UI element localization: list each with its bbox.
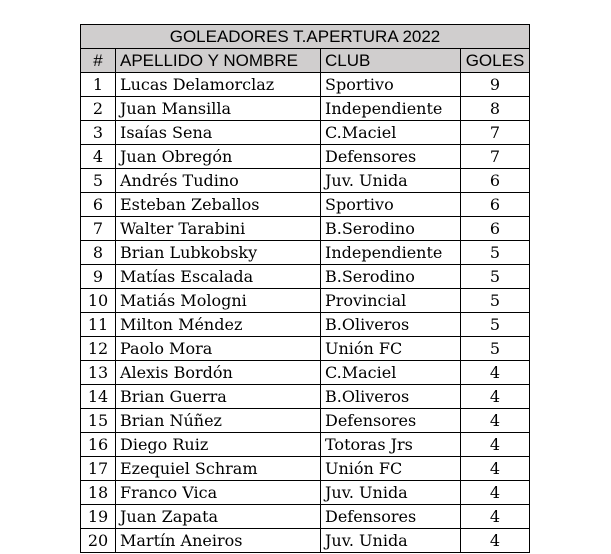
table-row <box>81 337 530 361</box>
table-row <box>81 433 530 457</box>
row-number: 6 <box>81 193 116 217</box>
row-number: 8 <box>81 241 116 265</box>
table-row <box>81 193 530 217</box>
goals-count: 5 <box>461 313 530 337</box>
row-number: 12 <box>81 337 116 361</box>
goals-count: 6 <box>461 193 530 217</box>
player-name: Andrés Tudino <box>116 169 321 193</box>
row-number: 14 <box>81 385 116 409</box>
player-name: Milton Méndez <box>116 313 321 337</box>
row-number: 16 <box>81 433 116 457</box>
row-number: 2 <box>81 97 116 121</box>
table-body <box>81 73 530 553</box>
row-number: 3 <box>81 121 116 145</box>
goals-count: 8 <box>461 97 530 121</box>
club-name: Juv. Unida <box>321 481 461 505</box>
row-number: 13 <box>81 361 116 385</box>
player-name: Matías Escalada <box>116 265 321 289</box>
row-number: 7 <box>81 217 116 241</box>
club-name: Sportivo <box>321 193 461 217</box>
club-name: Juv. Unida <box>321 169 461 193</box>
club-name: Juv. Unida <box>321 529 461 553</box>
row-number: 10 <box>81 289 116 313</box>
table-row <box>81 265 530 289</box>
scorers-table <box>80 24 530 553</box>
goals-count: 7 <box>461 121 530 145</box>
goals-count: 5 <box>461 289 530 313</box>
row-number: 5 <box>81 169 116 193</box>
goals-count: 5 <box>461 265 530 289</box>
player-name: Isaías Sena <box>116 121 321 145</box>
header-goals: GOLES <box>461 49 530 73</box>
goals-count: 5 <box>461 337 530 361</box>
table-row <box>81 289 530 313</box>
header-name: APELLIDO Y NOMBRE <box>116 49 321 73</box>
table-row <box>81 385 530 409</box>
club-name: C.Maciel <box>321 121 461 145</box>
table-row <box>81 313 530 337</box>
row-number: 1 <box>81 73 116 97</box>
table-row <box>81 217 530 241</box>
club-name: B.Oliveros <box>321 385 461 409</box>
table-row <box>81 169 530 193</box>
row-number: 15 <box>81 409 116 433</box>
table-title: GOLEADORES T.APERTURA 2022 <box>81 25 530 49</box>
player-name: Juan Mansilla <box>116 97 321 121</box>
table-row <box>81 361 530 385</box>
table-row <box>81 241 530 265</box>
goals-count: 4 <box>461 457 530 481</box>
goals-count: 4 <box>461 433 530 457</box>
table-row <box>81 457 530 481</box>
table-row <box>81 73 530 97</box>
club-name: Unión FC <box>321 457 461 481</box>
club-name: Independiente <box>321 97 461 121</box>
row-number: 18 <box>81 481 116 505</box>
row-number: 17 <box>81 457 116 481</box>
player-name: Paolo Mora <box>116 337 321 361</box>
player-name: Walter Tarabini <box>116 217 321 241</box>
player-name: Brian Guerra <box>116 385 321 409</box>
scorers-table-wrapper <box>80 24 530 553</box>
header-club: CLUB <box>321 49 461 73</box>
player-name: Brian Núñez <box>116 409 321 433</box>
header-num: # <box>81 49 116 73</box>
club-name: Independiente <box>321 241 461 265</box>
player-name: Esteban Zeballos <box>116 193 321 217</box>
club-name: C.Maciel <box>321 361 461 385</box>
table-row <box>81 409 530 433</box>
club-name: Defensores <box>321 505 461 529</box>
goals-count: 4 <box>461 529 530 553</box>
row-number: 9 <box>81 265 116 289</box>
table-row <box>81 121 530 145</box>
club-name: B.Serodino <box>321 265 461 289</box>
table-row <box>81 145 530 169</box>
goals-count: 7 <box>461 145 530 169</box>
row-number: 19 <box>81 505 116 529</box>
table-row <box>81 505 530 529</box>
player-name: Alexis Bordón <box>116 361 321 385</box>
goals-count: 9 <box>461 73 530 97</box>
goals-count: 4 <box>461 409 530 433</box>
row-number: 20 <box>81 529 116 553</box>
club-name: B.Oliveros <box>321 313 461 337</box>
club-name: Unión FC <box>321 337 461 361</box>
club-name: Sportivo <box>321 73 461 97</box>
goals-count: 4 <box>461 481 530 505</box>
goals-count: 6 <box>461 217 530 241</box>
goals-count: 4 <box>461 505 530 529</box>
row-number: 11 <box>81 313 116 337</box>
title-row <box>81 25 530 49</box>
player-name: Brian Lubkobsky <box>116 241 321 265</box>
player-name: Lucas Delamorclaz <box>116 73 321 97</box>
player-name: Juan Zapata <box>116 505 321 529</box>
player-name: Franco Vica <box>116 481 321 505</box>
goals-count: 6 <box>461 169 530 193</box>
goals-count: 4 <box>461 361 530 385</box>
club-name: Totoras Jrs <box>321 433 461 457</box>
header-row <box>81 49 530 73</box>
goals-count: 4 <box>461 385 530 409</box>
club-name: Defensores <box>321 409 461 433</box>
table-row <box>81 481 530 505</box>
goals-count: 5 <box>461 241 530 265</box>
player-name: Diego Ruiz <box>116 433 321 457</box>
player-name: Martín Aneiros <box>116 529 321 553</box>
player-name: Ezequiel Schram <box>116 457 321 481</box>
table-row <box>81 97 530 121</box>
row-number: 4 <box>81 145 116 169</box>
club-name: Defensores <box>321 145 461 169</box>
club-name: Provincial <box>321 289 461 313</box>
club-name: B.Serodino <box>321 217 461 241</box>
player-name: Juan Obregón <box>116 145 321 169</box>
table-row <box>81 529 530 553</box>
player-name: Matiás Mologni <box>116 289 321 313</box>
